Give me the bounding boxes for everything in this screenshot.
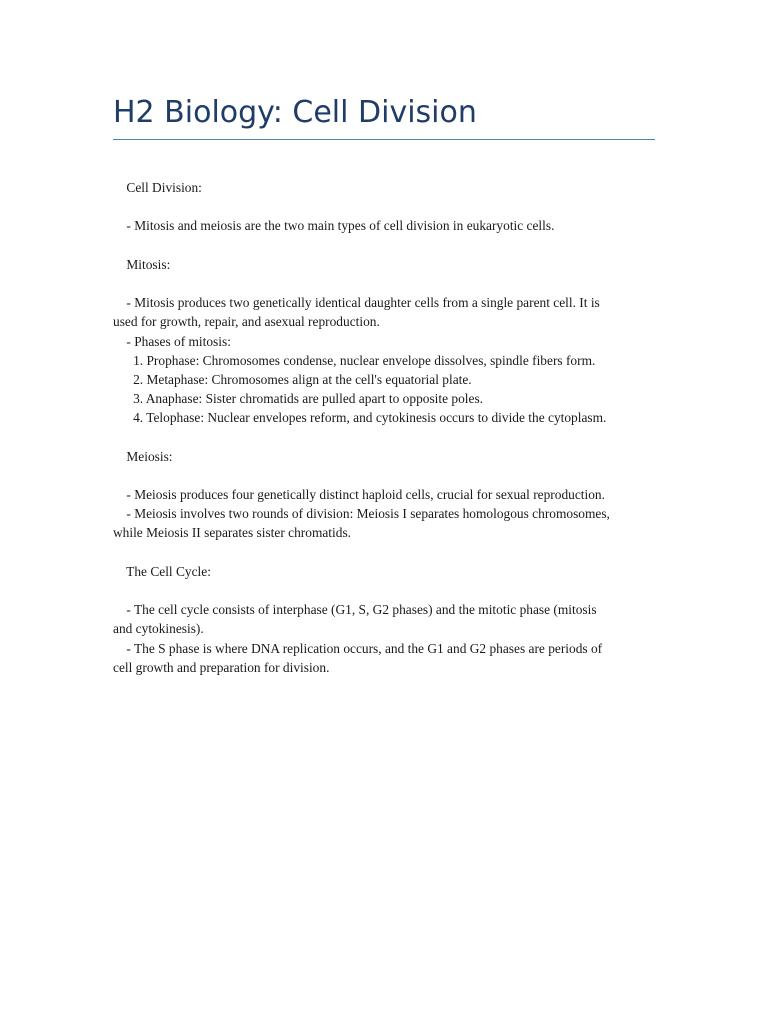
body-line: - Meiosis involves two rounds of division: Meiosis I separates homologous chromosomes, (113, 506, 610, 522)
blank-line (113, 427, 663, 446)
blank-line (113, 197, 663, 216)
body-line: used for growth, repair, and asexual reproduction. (113, 314, 380, 330)
body-line: - Mitosis and meiosis are the two main types of cell division in eukaryotic cells. (113, 218, 555, 234)
body-line: - Meiosis produces four genetically distinct haploid cells, crucial for sexual reproduction. (113, 487, 605, 502)
body-line: The Cell Cycle: (113, 563, 211, 579)
body-line: Mitosis: (113, 256, 171, 272)
body-line: - Mitosis produces two genetically identical daughter cells from a single parent cell. It is (113, 295, 600, 311)
body-line: Cell Division: (113, 180, 202, 195)
body-line: - The S phase is where DNA replication occurs, and the G1 and G2 phases are periods of (113, 640, 603, 656)
blank-line (113, 466, 663, 485)
body-line: 4. Telophase: Nuclear envelopes reform, and cytokinesis occurs to divide the cytoplasm. (113, 410, 607, 426)
title-underline (113, 139, 655, 140)
body-line: - Phases of mitosis: (113, 333, 231, 349)
body-line: 2. Metaphase: Chromosomes align at the cell's equatorial plate. (113, 371, 472, 387)
document-body (113, 178, 663, 677)
document-title: H2 Biology: Cell Division (113, 95, 477, 130)
body-line: Meiosis: (113, 448, 173, 464)
body-line: 1. Prophase: Chromosomes condense, nuclear envelope dissolves, spindle fibers form. (113, 352, 596, 368)
body-line: - The cell cycle consists of interphase (G1, S, G2 phases) and the mitotic phase (mitosis (113, 602, 597, 618)
blank-line (113, 581, 663, 600)
body-line: while Meiosis II separates sister chromatids. (113, 525, 351, 541)
blank-line (113, 236, 663, 255)
body-line: 3. Anaphase: Sister chromatids are pulled apart to opposite poles. (113, 391, 484, 407)
blank-line (113, 543, 663, 562)
body-line: and cytokinesis). (113, 621, 204, 637)
blank-line (113, 274, 663, 293)
body-line: cell growth and preparation for division. (113, 659, 330, 675)
